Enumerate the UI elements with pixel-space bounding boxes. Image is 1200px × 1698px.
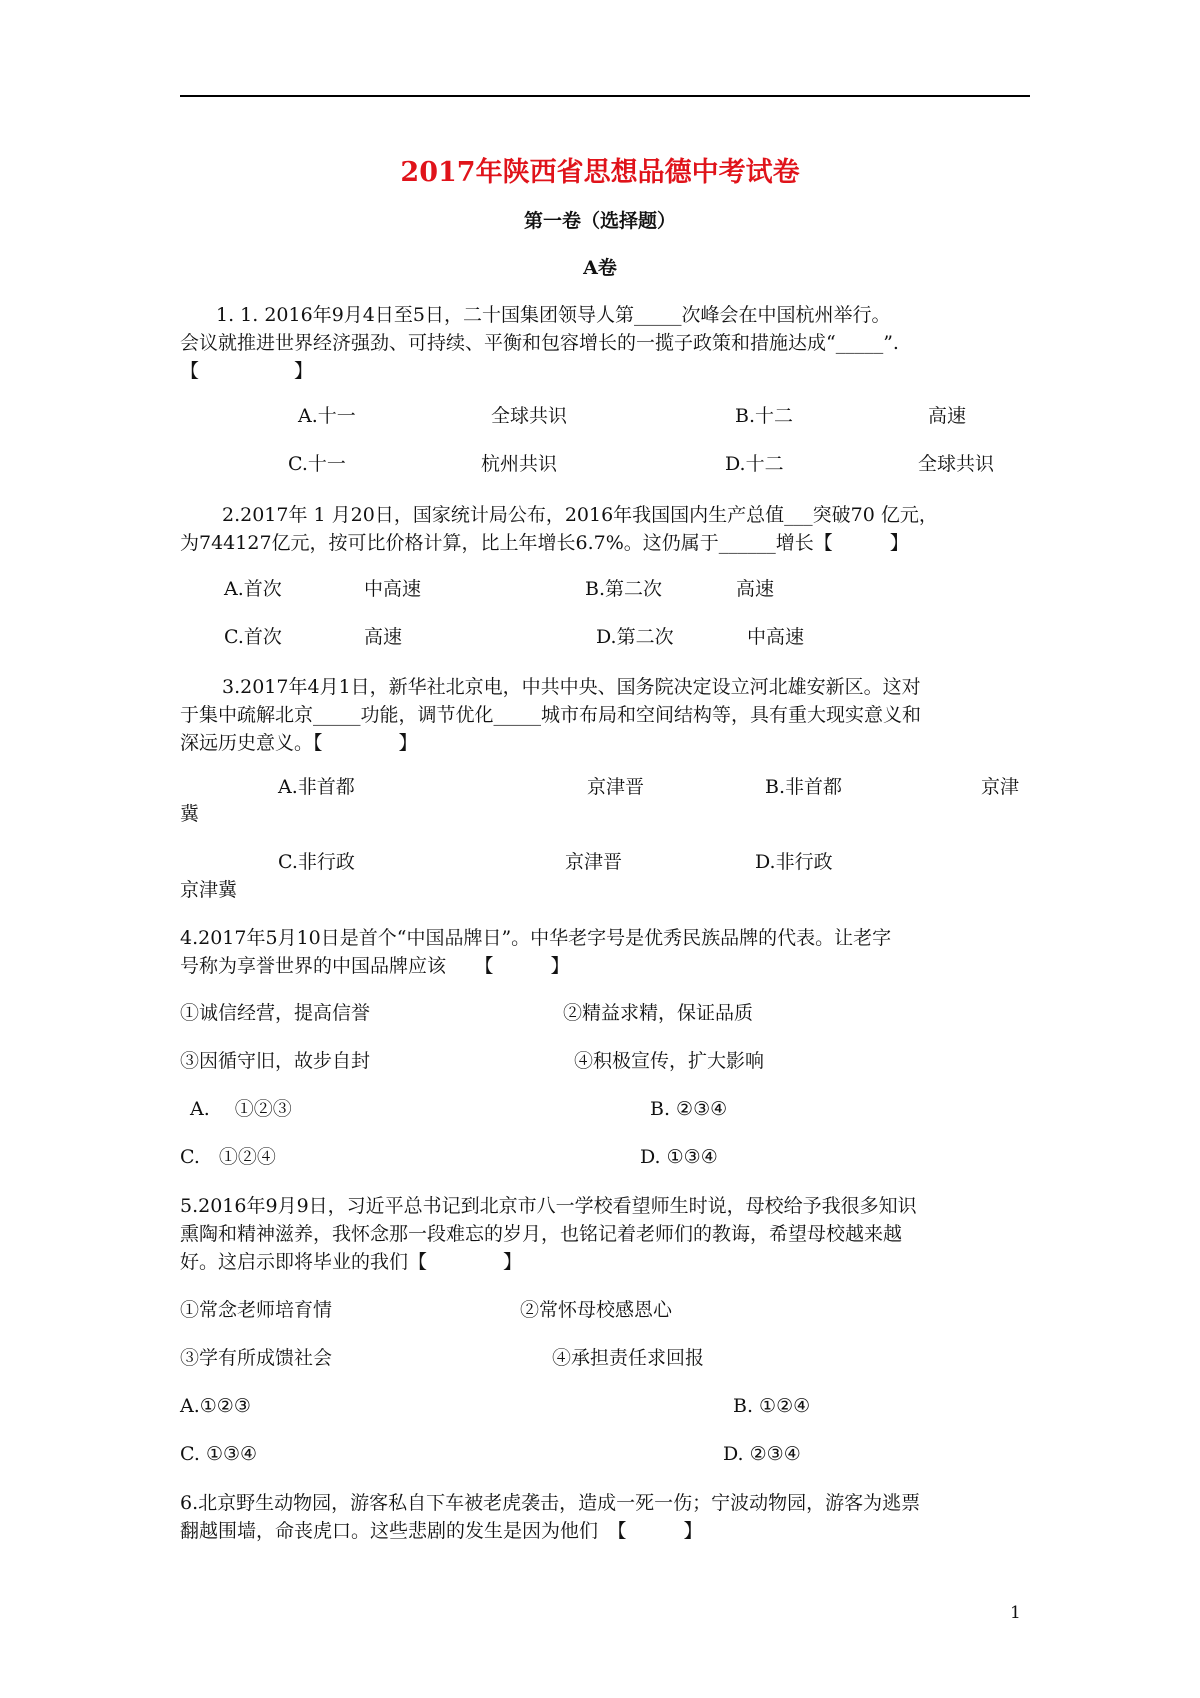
part-heading: 第一卷（选择题） — [523, 210, 676, 232]
header-rule — [180, 95, 1030, 97]
q4-statement-3: ③因循守旧，故步自封 — [180, 1050, 371, 1072]
q5-line-3: 好。这启示即将毕业的我们【 】 — [180, 1251, 523, 1273]
q2-option-a: A.首次 — [224, 578, 282, 600]
q3-option-a-text: 京津晋 — [587, 776, 645, 798]
q2-option-a-text: 中高速 — [364, 578, 422, 600]
q4-statement-1: ①诚信经营，提高信誉 — [180, 1002, 371, 1024]
q3-option-d-text: 京津冀 — [180, 879, 238, 901]
q5-statement-1: ①常念老师培育情 — [180, 1299, 333, 1321]
q4-statement-4: ④积极宣传，扩大影响 — [574, 1050, 765, 1072]
q5-line-1: 5.2016年9月9日，习近平总书记到北京市八一学校看望师生时说，母校给予我很多知识 — [180, 1195, 917, 1217]
q4-option-b: B. ②③④ — [650, 1098, 728, 1120]
q1-option-b: B.十二 — [735, 405, 794, 427]
q3-line-2: 于集中疏解北京_____功能，调节优化_____城市布局和空间结构等，具有重大现实意义和 — [180, 704, 922, 726]
q3-line-1: 3.2017年4月1日，新华社北京电，中共中央、国务院决定设立河北雄安新区。这对 — [222, 676, 921, 698]
q1-option-a-text: 全球共识 — [491, 405, 568, 427]
q4-line-2: 号称为享誉世界的中国品牌应该 【 】 — [180, 955, 570, 977]
q3-line-3: 深远历史意义。【 】 — [180, 732, 418, 754]
q1-line-1: 1. 1. 2016年9月4日至5日，二十国集团领导人第_____次峰会在中国杭州举行。 — [216, 304, 891, 326]
q3-option-c: C.非行政 — [278, 851, 355, 873]
q4-line-1: 4.2017年5月10日是首个“中国品牌日”。中华老字号是优秀民族品牌的代表。让老字 — [180, 927, 892, 949]
page-number: 1 — [1010, 1603, 1021, 1623]
q3-option-b-text: 京津 — [981, 776, 1020, 798]
q4-statement-2: ②精益求精，保证品质 — [563, 1002, 754, 1024]
q3-option-b: B.非首都 — [765, 776, 843, 798]
q1-option-b-text: 高速 — [928, 405, 967, 427]
q4-option-d: D. ①③④ — [640, 1146, 718, 1168]
section-heading: A卷 — [583, 257, 617, 279]
q1-option-d: D.十二 — [725, 453, 784, 475]
q4-option-c: C. ①②④ — [180, 1146, 276, 1168]
q5-option-a: A.①②③ — [180, 1395, 251, 1417]
q3-option-c-text: 京津晋 — [565, 851, 623, 873]
q5-statement-2: ②常怀母校感恩心 — [520, 1299, 673, 1321]
q2-option-d: D.第二次 — [596, 626, 674, 648]
q2-option-c: C.首次 — [224, 626, 282, 648]
q1-line-2: 会议就推进世界经济强劲、可持续、平衡和包容增长的一揽子政策和措施达成“_____”. — [180, 332, 899, 354]
q5-statement-3: ③学有所成馈社会 — [180, 1347, 333, 1369]
q6-line-1: 6.北京野生动物园，游客私自下车被老虎袭击，造成一死一伤；宁波动物园，游客为逃票 — [180, 1492, 921, 1514]
q5-line-2: 熏陶和精神滋养，我怀念那一段难忘的岁月，也铭记着老师们的教诲，希望母校越来越 — [180, 1223, 903, 1245]
q4-option-a: A. ①②③ — [190, 1098, 292, 1120]
q2-option-b: B.第二次 — [585, 578, 663, 600]
q2-option-c-text: 高速 — [364, 626, 403, 648]
q1-option-c: C.十一 — [288, 453, 346, 475]
q2-option-b-text: 高速 — [736, 578, 775, 600]
q5-statement-4: ④承担责任求回报 — [552, 1347, 705, 1369]
q1-option-c-text: 杭州共识 — [481, 453, 558, 475]
q6-line-2: 翻越围墙，命丧虎口。这些悲剧的发生是因为他们 【 】 — [180, 1520, 703, 1542]
q1-option-d-text: 全球共识 — [918, 453, 995, 475]
q1-option-a: A.十一 — [298, 405, 356, 427]
q2-option-d-text: 中高速 — [747, 626, 805, 648]
q3-option-a: A.非首都 — [278, 776, 355, 798]
q2-line-2: 为744127亿元，按可比价格计算，比上年增长6.7%。这仍属于______增长【 】 — [180, 532, 909, 554]
q2-line-1: 2.2017年 1 月20日，国家统计局公布，2016年我国国内生产总值___突破70 亿元， — [222, 504, 938, 526]
exam-title: 2017年陕西省思想品德中考试卷 — [400, 157, 800, 188]
q5-option-c: C. ①③④ — [180, 1443, 258, 1465]
q1-line-3: 【 】 — [180, 360, 314, 382]
q3-option-b-text-wrap: 冀 — [180, 803, 200, 825]
q5-option-d: D. ②③④ — [723, 1443, 801, 1465]
q5-option-b: B. ①②④ — [733, 1395, 811, 1417]
q3-option-d: D.非行政 — [755, 851, 833, 873]
